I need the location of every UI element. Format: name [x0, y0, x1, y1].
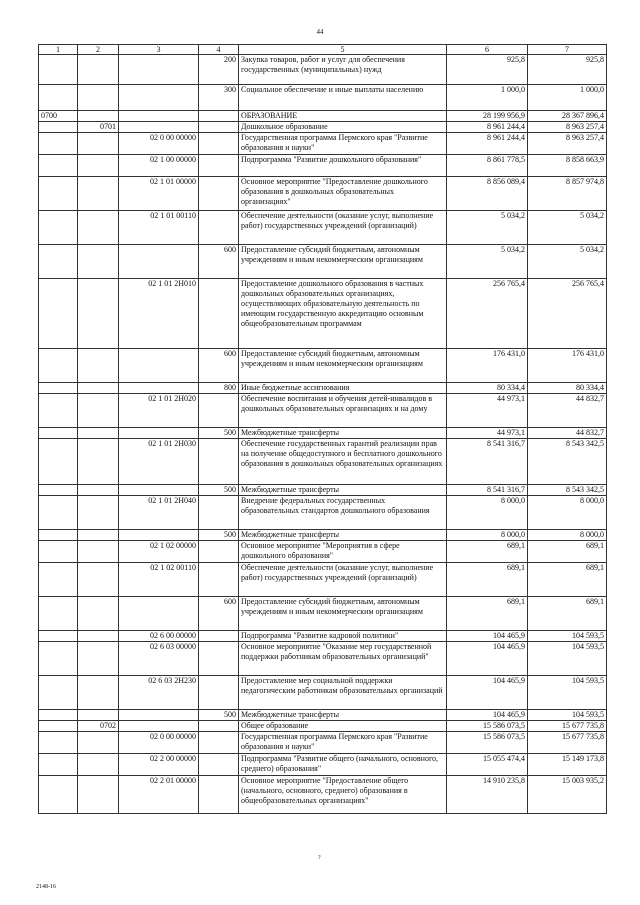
- col-2-subsection: [78, 541, 119, 563]
- col-5-name: Обеспечение государственных гарантий реализации прав на получение общедоступного и бесплатного дошкольного образования в дошкольных образовательных организациях: [239, 439, 447, 485]
- col-2-subsection: [78, 211, 119, 245]
- col-6-amount-year1: 8 961 244,4: [447, 133, 528, 155]
- col-7-amount-year2: 15 003 935,2: [528, 776, 607, 814]
- col-4-expense-type: 500: [199, 710, 239, 721]
- col-3-target-article: [119, 85, 199, 111]
- table-row: [39, 721, 607, 732]
- col-6-amount-year1: 8 856 089,4: [447, 177, 528, 211]
- col-4-expense-type: 200: [199, 55, 239, 85]
- col-3-target-article: 02 0 00 00000: [119, 133, 199, 155]
- col-2-subsection: [78, 710, 119, 721]
- col-6-amount-year1: 44 973,1: [447, 394, 528, 428]
- col-5-name: Дошкольное образование: [239, 122, 447, 133]
- table-row: [39, 642, 607, 676]
- col-3-target-article: 02 1 02 00000: [119, 541, 199, 563]
- col-3-target-article: [119, 383, 199, 394]
- col-7-amount-year2: 8 963 257,4: [528, 133, 607, 155]
- col-7-amount-year2: 176 431,0: [528, 349, 607, 383]
- col-7-amount-year2: 8 000,0: [528, 496, 607, 530]
- col-1-section: [39, 211, 78, 245]
- col-5-name: Предоставление субсидий бюджетным, автономным учреждениям и иным некоммерческим организациям: [239, 245, 447, 279]
- col-7-amount-year2: 8 963 257,4: [528, 122, 607, 133]
- col-6-amount-year1: 104 465,9: [447, 710, 528, 721]
- col-1-section: [39, 349, 78, 383]
- col-3-target-article: 02 6 03 2Н230: [119, 676, 199, 710]
- table-row: [39, 122, 607, 133]
- table-row: [39, 710, 607, 721]
- col-3-target-article: [119, 428, 199, 439]
- col-7-amount-year2: 104 593,5: [528, 710, 607, 721]
- col-1-section: [39, 383, 78, 394]
- table-row: [39, 111, 607, 122]
- col-3-target-article: [119, 245, 199, 279]
- table-row: [39, 177, 607, 211]
- col-4-expense-type: [199, 394, 239, 428]
- col-2-subsection: [78, 133, 119, 155]
- col-7-amount-year2: 5 034,2: [528, 211, 607, 245]
- col-6-amount-year1: 28 199 956,9: [447, 111, 528, 122]
- col-2-subsection: [78, 776, 119, 814]
- col-7-amount-year2: 44 832,7: [528, 394, 607, 428]
- col-6-amount-year1: 8 000,0: [447, 530, 528, 541]
- col-5-name: Подпрограмма "Развитие общего (начального, основного, среднего) образования": [239, 754, 447, 776]
- col-5-name: Государственная программа Пермского края "Развитие образования и науки": [239, 732, 447, 754]
- col-5-name: Подпрограмма "Развитие кадровой политики": [239, 631, 447, 642]
- page-number: 44: [316, 28, 324, 36]
- table-row: [39, 155, 607, 177]
- header-row: [39, 45, 607, 55]
- col-7-amount-year2: 689,1: [528, 563, 607, 597]
- table-row: [39, 496, 607, 530]
- col-3-target-article: [119, 721, 199, 732]
- col-3-target-article: 02 1 01 2Н010: [119, 279, 199, 349]
- col-1-section: [39, 530, 78, 541]
- col-5-name: Обеспечение воспитания и обучения детей-инвалидов в дошкольных образовательных организациях и на дому: [239, 394, 447, 428]
- col-6-amount-year1: 8 861 778,5: [447, 155, 528, 177]
- col-5-name: Обеспечение деятельности (оказание услуг, выполнение работ) государственных учреждений (организаций): [239, 211, 447, 245]
- col-2-subsection: [78, 85, 119, 111]
- col-6-amount-year1: 689,1: [447, 541, 528, 563]
- col-7-amount-year2: 80 334,4: [528, 383, 607, 394]
- col-5-name: Социальное обеспечение и иные выплаты населению: [239, 85, 447, 111]
- col-4-expense-type: [199, 155, 239, 177]
- header-cell: 6: [447, 45, 528, 55]
- col-3-target-article: 02 2 01 00000: [119, 776, 199, 814]
- col-6-amount-year1: 15 055 474,4: [447, 754, 528, 776]
- col-4-expense-type: [199, 133, 239, 155]
- col-2-subsection: [78, 111, 119, 122]
- col-2-subsection: [78, 642, 119, 676]
- col-1-section: [39, 676, 78, 710]
- col-4-expense-type: [199, 732, 239, 754]
- table-row: [39, 394, 607, 428]
- col-6-amount-year1: 8 541 316,7: [447, 439, 528, 485]
- col-6-amount-year1: 256 765,4: [447, 279, 528, 349]
- col-6-amount-year1: 104 465,9: [447, 676, 528, 710]
- col-3-target-article: 02 1 02 00110: [119, 563, 199, 597]
- col-6-amount-year1: 689,1: [447, 563, 528, 597]
- col-6-amount-year1: 8 961 244,4: [447, 122, 528, 133]
- col-3-target-article: 02 2 00 00000: [119, 754, 199, 776]
- col-4-expense-type: [199, 211, 239, 245]
- col-4-expense-type: 600: [199, 245, 239, 279]
- col-6-amount-year1: 176 431,0: [447, 349, 528, 383]
- col-2-subsection: 0702: [78, 721, 119, 732]
- table-row: [39, 530, 607, 541]
- col-1-section: [39, 394, 78, 428]
- col-1-section: [39, 541, 78, 563]
- table-body: [39, 55, 607, 814]
- col-1-section: [39, 155, 78, 177]
- col-7-amount-year2: 8 543 342,5: [528, 439, 607, 485]
- col-4-expense-type: 500: [199, 530, 239, 541]
- col-7-amount-year2: 689,1: [528, 597, 607, 631]
- table-row: [39, 428, 607, 439]
- table-row: [39, 85, 607, 111]
- col-1-section: [39, 710, 78, 721]
- header-cell: 5: [239, 45, 447, 55]
- col-5-name: Закупка товаров, работ и услуг для обеспечения государственных (муниципальных) нужд: [239, 55, 447, 85]
- col-7-amount-year2: 104 593,5: [528, 631, 607, 642]
- col-7-amount-year2: 8 858 663,9: [528, 155, 607, 177]
- col-5-name: Основное мероприятие "Предоставление общего (начального, основного, среднего) образования в общеобразовательных организациях": [239, 776, 447, 814]
- col-4-expense-type: 600: [199, 597, 239, 631]
- col-5-name: ОБРАЗОВАНИЕ: [239, 111, 447, 122]
- col-3-target-article: 02 6 00 00000: [119, 631, 199, 642]
- col-4-expense-type: [199, 177, 239, 211]
- col-1-section: [39, 776, 78, 814]
- col-5-name: Предоставление мер социальной поддержки педагогическим работникам образовательных организаций: [239, 676, 447, 710]
- col-3-target-article: 02 1 01 00110: [119, 211, 199, 245]
- table-row: [39, 631, 607, 642]
- col-6-amount-year1: 15 586 073,5: [447, 721, 528, 732]
- col-2-subsection: [78, 676, 119, 710]
- col-4-expense-type: 300: [199, 85, 239, 111]
- col-5-name: Межбюджетные трансферты: [239, 710, 447, 721]
- table-row: [39, 776, 607, 814]
- header-cell: 4: [199, 45, 239, 55]
- col-2-subsection: [78, 177, 119, 211]
- col-2-subsection: [78, 597, 119, 631]
- col-3-target-article: [119, 111, 199, 122]
- table-row: [39, 485, 607, 496]
- col-3-target-article: 02 1 01 2Н040: [119, 496, 199, 530]
- col-6-amount-year1: 5 034,2: [447, 211, 528, 245]
- col-5-name: Предоставление дошкольного образования в частных дошкольных образовательных организациях, осуществляющих образовательную деятельность по имеющим государственную аккредитацию основным общеобразовательным программам: [239, 279, 447, 349]
- col-1-section: [39, 485, 78, 496]
- header-cell: 7: [528, 45, 607, 55]
- col-5-name: Межбюджетные трансферты: [239, 485, 447, 496]
- col-5-name: Общее образование: [239, 721, 447, 732]
- col-1-section: [39, 85, 78, 111]
- col-3-target-article: 02 0 00 00000: [119, 732, 199, 754]
- footer-code: 2148-16: [36, 884, 56, 890]
- col-4-expense-type: 600: [199, 349, 239, 383]
- col-2-subsection: [78, 732, 119, 754]
- col-2-subsection: [78, 563, 119, 597]
- col-2-subsection: [78, 530, 119, 541]
- table-row: [39, 541, 607, 563]
- col-5-name: Основное мероприятие "Оказание мер государственной поддержки работникам образовательных организаций": [239, 642, 447, 676]
- col-3-target-article: [119, 485, 199, 496]
- col-4-expense-type: 500: [199, 485, 239, 496]
- col-6-amount-year1: 925,8: [447, 55, 528, 85]
- col-7-amount-year2: 15 149 173,8: [528, 754, 607, 776]
- col-1-section: [39, 732, 78, 754]
- col-7-amount-year2: 5 034,2: [528, 245, 607, 279]
- table-row: [39, 732, 607, 754]
- col-7-amount-year2: 8 543 342,5: [528, 485, 607, 496]
- col-4-expense-type: [199, 111, 239, 122]
- col-3-target-article: 02 1 01 2Н030: [119, 439, 199, 485]
- header-cell: 3: [119, 45, 199, 55]
- col-1-section: [39, 754, 78, 776]
- col-7-amount-year2: 104 593,5: [528, 642, 607, 676]
- col-1-section: [39, 597, 78, 631]
- col-7-amount-year2: 689,1: [528, 541, 607, 563]
- col-4-expense-type: [199, 721, 239, 732]
- col-1-section: [39, 245, 78, 279]
- table-row: [39, 439, 607, 485]
- col-1-section: [39, 563, 78, 597]
- col-3-target-article: [119, 530, 199, 541]
- col-2-subsection: [78, 383, 119, 394]
- table-row: [39, 597, 607, 631]
- col-3-target-article: 02 1 00 00000: [119, 155, 199, 177]
- col-7-amount-year2: 256 765,4: [528, 279, 607, 349]
- table-row: [39, 383, 607, 394]
- col-1-section: [39, 721, 78, 732]
- col-6-amount-year1: 15 586 073,5: [447, 732, 528, 754]
- col-5-name: Межбюджетные трансферты: [239, 428, 447, 439]
- col-2-subsection: [78, 349, 119, 383]
- col-1-section: [39, 133, 78, 155]
- col-7-amount-year2: 28 367 896,4: [528, 111, 607, 122]
- col-4-expense-type: [199, 541, 239, 563]
- col-5-name: Основное мероприятие "Предоставление дошкольного образования в дошкольных образовательных организациях": [239, 177, 447, 211]
- col-5-name: Предоставление субсидий бюджетным, автономным учреждениям и иным некоммерческим организациям: [239, 597, 447, 631]
- col-7-amount-year2: 15 677 735,8: [528, 721, 607, 732]
- col-2-subsection: [78, 279, 119, 349]
- col-3-target-article: [119, 710, 199, 721]
- col-2-subsection: 0701: [78, 122, 119, 133]
- col-5-name: Государственная программа Пермского края "Развитие образования и науки": [239, 133, 447, 155]
- col-1-section: [39, 428, 78, 439]
- col-7-amount-year2: 925,8: [528, 55, 607, 85]
- col-7-amount-year2: 44 832,7: [528, 428, 607, 439]
- col-3-target-article: [119, 349, 199, 383]
- table-row: [39, 676, 607, 710]
- col-7-amount-year2: 1 000,0: [528, 85, 607, 111]
- col-2-subsection: [78, 496, 119, 530]
- col-5-name: Подпрограмма "Развитие дошкольного образования": [239, 155, 447, 177]
- col-2-subsection: [78, 428, 119, 439]
- table-row: [39, 55, 607, 85]
- col-4-expense-type: [199, 631, 239, 642]
- col-1-section: [39, 631, 78, 642]
- col-5-name: Межбюджетные трансферты: [239, 530, 447, 541]
- col-1-section: [39, 177, 78, 211]
- table-row: [39, 133, 607, 155]
- col-5-name: Предоставление субсидий бюджетным, автономным учреждениям и иным некоммерческим организациям: [239, 349, 447, 383]
- col-6-amount-year1: 8 541 316,7: [447, 485, 528, 496]
- col-4-expense-type: [199, 676, 239, 710]
- col-4-expense-type: [199, 642, 239, 676]
- col-4-expense-type: [199, 563, 239, 597]
- footer-mark: ?: [318, 855, 321, 861]
- col-2-subsection: [78, 155, 119, 177]
- col-6-amount-year1: 80 334,4: [447, 383, 528, 394]
- col-4-expense-type: 500: [199, 428, 239, 439]
- header-cell: 2: [78, 45, 119, 55]
- col-6-amount-year1: 5 034,2: [447, 245, 528, 279]
- header-cell: 1: [39, 45, 78, 55]
- col-3-target-article: [119, 597, 199, 631]
- col-2-subsection: [78, 439, 119, 485]
- col-4-expense-type: 800: [199, 383, 239, 394]
- table-row: [39, 245, 607, 279]
- col-6-amount-year1: 104 465,9: [447, 631, 528, 642]
- col-4-expense-type: [199, 439, 239, 485]
- col-2-subsection: [78, 245, 119, 279]
- col-6-amount-year1: 104 465,9: [447, 642, 528, 676]
- col-6-amount-year1: 689,1: [447, 597, 528, 631]
- col-4-expense-type: [199, 279, 239, 349]
- col-3-target-article: 02 1 01 2Н020: [119, 394, 199, 428]
- col-3-target-article: 02 1 01 00000: [119, 177, 199, 211]
- table-row: [39, 211, 607, 245]
- col-1-section: 0700: [39, 111, 78, 122]
- col-4-expense-type: [199, 122, 239, 133]
- col-1-section: [39, 122, 78, 133]
- col-2-subsection: [78, 754, 119, 776]
- col-7-amount-year2: 8 857 974,8: [528, 177, 607, 211]
- col-6-amount-year1: 44 973,1: [447, 428, 528, 439]
- col-6-amount-year1: 8 000,0: [447, 496, 528, 530]
- col-2-subsection: [78, 394, 119, 428]
- col-4-expense-type: [199, 754, 239, 776]
- col-3-target-article: [119, 55, 199, 85]
- col-2-subsection: [78, 485, 119, 496]
- table-row: [39, 563, 607, 597]
- col-5-name: Основное мероприятие "Мероприятия в сфере дошкольного образования": [239, 541, 447, 563]
- table-row: [39, 349, 607, 383]
- col-6-amount-year1: 1 000,0: [447, 85, 528, 111]
- col-1-section: [39, 439, 78, 485]
- col-4-expense-type: [199, 496, 239, 530]
- col-1-section: [39, 279, 78, 349]
- col-5-name: Иные бюджетные ассигнования: [239, 383, 447, 394]
- col-7-amount-year2: 104 593,5: [528, 676, 607, 710]
- table-row: [39, 279, 607, 349]
- col-3-target-article: 02 6 03 00000: [119, 642, 199, 676]
- col-5-name: Обеспечение деятельности (оказание услуг, выполнение работ) государственных учреждений (организаций): [239, 563, 447, 597]
- table-row: [39, 754, 607, 776]
- col-7-amount-year2: 8 000,0: [528, 530, 607, 541]
- col-6-amount-year1: 14 910 235,8: [447, 776, 528, 814]
- col-2-subsection: [78, 55, 119, 85]
- col-4-expense-type: [199, 776, 239, 814]
- col-2-subsection: [78, 631, 119, 642]
- col-3-target-article: [119, 122, 199, 133]
- col-7-amount-year2: 15 677 735,8: [528, 732, 607, 754]
- col-5-name: Внедрение федеральных государственных образовательных стандартов дошкольного образования: [239, 496, 447, 530]
- col-1-section: [39, 496, 78, 530]
- col-1-section: [39, 55, 78, 85]
- budget-table: [38, 44, 607, 814]
- col-1-section: [39, 642, 78, 676]
